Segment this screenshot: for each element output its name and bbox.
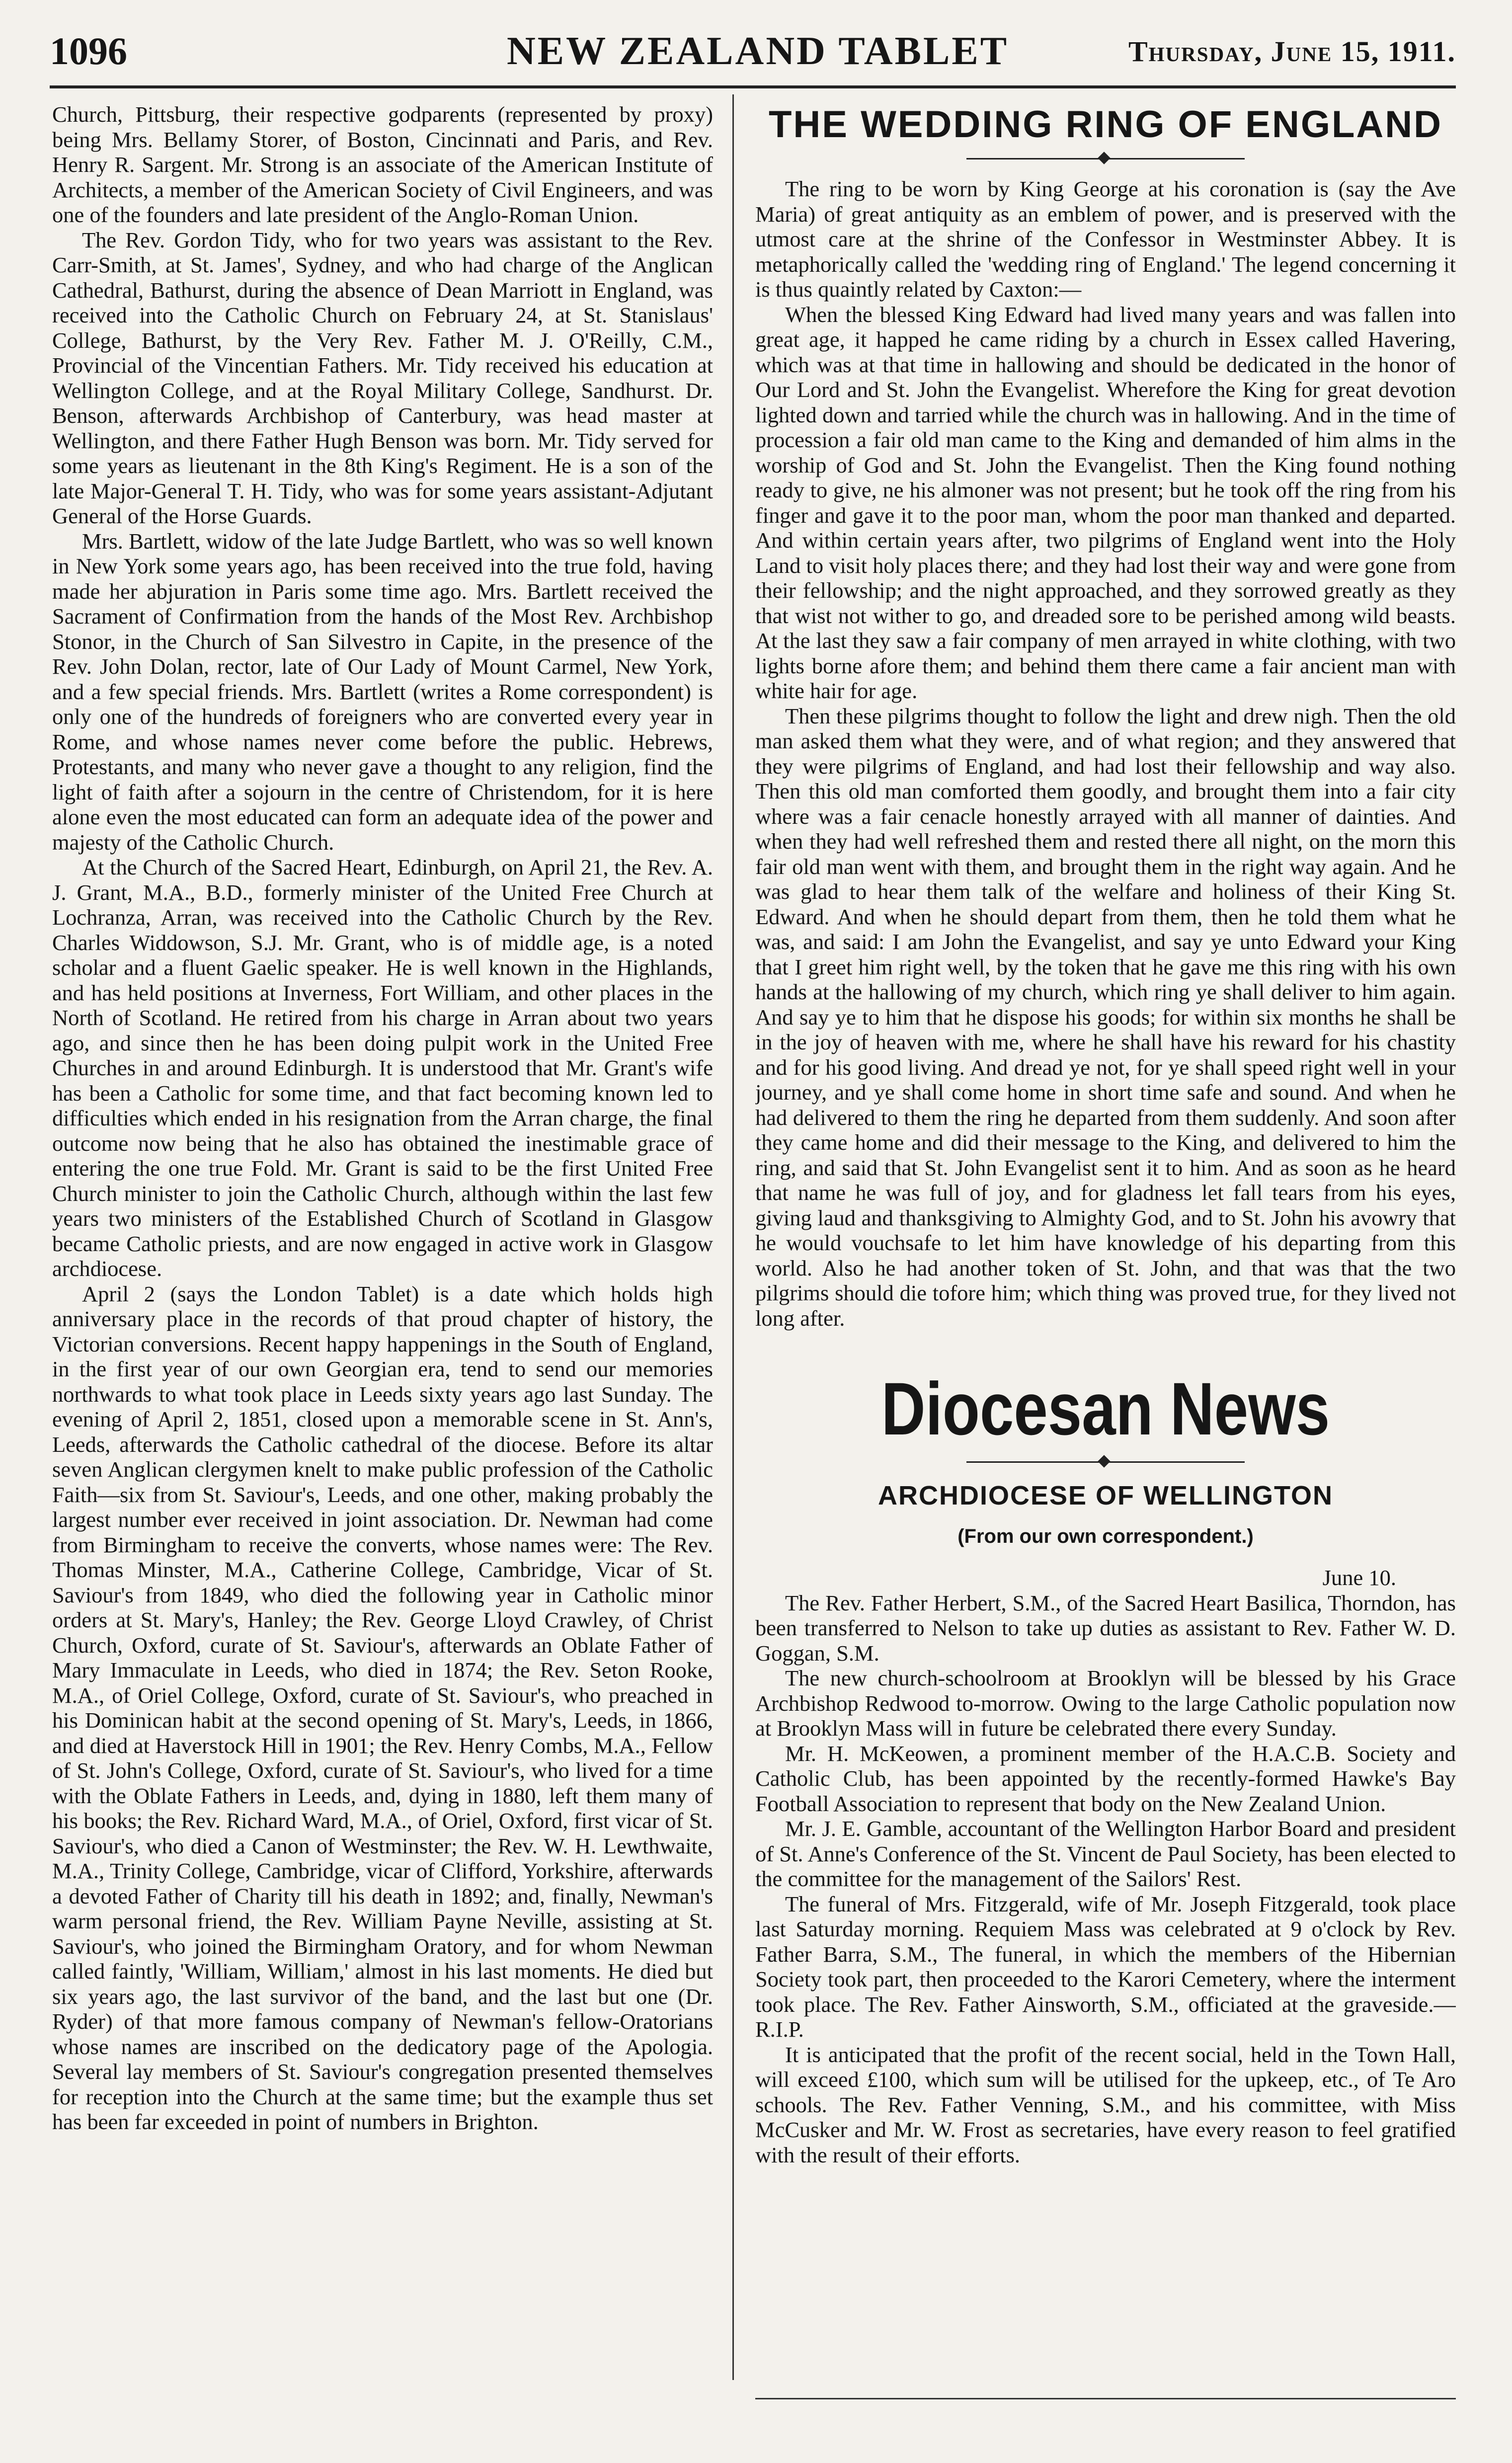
paragraph: The funeral of Mrs. Fitzgerald, wife of Mr. Joseph Fitzgerald, took place last Saturday morning. Requiem Mass was celebrated at 9 o'clock by Rev. Father Barra, S.M., The funeral, in which the members of the Hibernian Society took part, then proceeded to the Karori Cemetery, where the interment took place. The Rev. Father Ainsworth, S.M., officiated at the graveside.—R.I.P.	[755, 1891, 1456, 2042]
correspondent-note: (From our own correspondent.)	[957, 1525, 1254, 1547]
archdiocese-subheading: ARCHDIOCESE OF WELLINGTON	[877, 1481, 1333, 1510]
paragraph: April 2 (says the London Tablet) is a date which holds high anniversary place in the records of that proud chapter of history, the Victorian conversions. Recent happy happenings in the South of England, in the first year of our own Georgian era, tend to send our memories northwards to what took place in Leeds sixty years ago last Sunday. The evening of April 2, 1851, closed upon a memorable scene in St. Ann's, Leeds, afterwards the Catholic cathedral of the diocese. Before its altar seven Anglican clergymen knelt to make public profession of the Catholic Faith—six from St. Saviour's, Leeds, and one other, making probably the largest number ever received in joint association. Dr. Newman had come from Birmingham to receive the converts, whose names were: The Rev. Thomas Minster, M.A., Catherine College, Cambridge, Vicar of St. Saviour's from 1849, who died the following year in Catholic minor orders at St. Mary's, Hanley; the Rev. George Lloyd Crawley, of Christ Church, Oxford, curate of St. Saviour's, afterwards an Oblate Father of Mary Immaculate in Leeds, who died in 1874; the Rev. Seton Rooke, M.A., of Oriel College, Oxford, curate of St. Saviour's, who preached in his Dominican habit at the second opening of St. Mary's, Leeds, in 1866, and died at Haverstock Hill in 1901; the Rev. Henry Combs, M.A., Fellow of St. John's College, Oxford, curate of St. Saviour's, who lived for a time with the Oblate Fathers in Leeds, and, dying in 1880, left them many of his books; the Rev. Richard Ward, M.A., of Oriel, Oxford, first vicar of St. Saviour's, who died a Canon of Westminster; the Rev. W. H. Lewthwaite, M.A., Trinity College, Cambridge, vicar of Clifford, Yorkshire, afterwards a devoted Father of Charity till his death in 1892; and, finally, Newman's warm personal friend, the Rev. William Payne Neville, assisting at St. Saviour's, who joined the Birmingham Oratory, and for whom Newman called faintly, 'William, William,' almost in his last moments. He died but six years ago, the last survivor of the band, and the last but one (Dr. Ryder) of that more famous company of Newman's fellow-Oratorians whose names are inscribed on the dedicatory page of the Apologia. Several lay members of St. Saviour's congregation presented themselves for reception into the Church at the same time; but the example thus set has been far exceeded in point of numbers in Brighton.	[52, 1281, 713, 2134]
paragraph: Mr. J. E. Gamble, accountant of the Wellington Harbor Board and president of St. Anne's Conference of the St. Vincent de Paul Society, has been elected to the committee for the management of the Sailors' Rest.	[755, 1816, 1456, 1891]
paper-title: NEW ZEALAND TABLET	[507, 29, 1009, 73]
paragraph: Mr. H. McKeowen, a prominent member of the H.A.C.B. Society and Catholic Club, has been appointed by the recently-formed Hawke's Bay Football Association to represent that body on the New Zealand Union.	[755, 1741, 1456, 1816]
issue-date: Thursday, June 15, 1911.	[1128, 35, 1456, 68]
ornament-rule	[966, 1457, 1245, 1467]
article-title: THE WEDDING RING OF ENGLAND	[768, 103, 1443, 146]
left-column	[52, 102, 713, 2397]
paragraph: Church, Pittsburg, their respective godparents (represented by proxy) being Mrs. Bellamy Storer, of Boston, Cincinnati and Paris, and Rev. Henry R. Sargent. Mr. Strong is an associate of the American Institute of Architects, a member of the American Society of Civil Engineers, and was one of the founders and late president of the Anglo-Roman Union.	[52, 102, 713, 227]
paragraph: Then these pilgrims thought to follow the light and drew nigh. Then the old man asked them what they were, and of what region; and they answered that they were pilgrims of England, and had lost their fellowship and way also. Then this old man comforted them goodly, and brought them into a fair city where was a fair cenacle honestly arrayed with all manner of dainties. And when they had well refreshed them and rested there all night, on the morn this fair old man went with them, and brought them in the right way again. And he was glad to hear them talk of the welfare and holiness of their King St. Edward. And when he should depart from them, then he told them what he was, and said: I am John the Evangelist, and say ye unto Edward your King that I greet him right well, by the token that he gave me this ring with his own hands at the hallowing of my church, which ring ye shall deliver to him again. And say ye to him that he dispose his goods; for within six months he shall be in the joy of heaven with me, where he shall have his reward for his chastity and for his good living. And dread ye not, for ye shall speed right well in your journey, and ye shall come home in short time safe and sound. And when he had delivered to them the ring he departed from them suddenly. And soon after they came home and did their message to the King, and delivered to him the ring, and said that St. John Evangelist sent it to him. And as soon as he heard that name he was full of joy, and for gladness let fall tears from his eyes, giving laud and thanksgiving to Almighty God, and to St. John his avowry that he would vouchsafe to let him have knowledge of his departing from this world. Also he had another token of St. John, and that was that the two pilgrims should die tofore him; which thing was proved true, for they lived not long after.	[755, 703, 1456, 1331]
running-head	[50, 29, 1456, 83]
paragraph: When the blessed King Edward had lived many years and was fallen into great age, it happed he came riding by a church in Essex called Havering, which was at that time in hallowing and should be dedicated in the honor of Our Lord and St. John the Evangelist. Wherefore the King for great devotion lighted down and tarried while the church was in hallowing. And in the time of procession a fair old man came to the King and demanded of him alms in the worship of God and St. John the Evangelist. Then the King found nothing ready to give, ne his almoner was not present; but he took off the ring from his finger and gave it to the poor man, whom the poor man thanked and departed. And within certain years after, two pilgrims of England went into the Holy Land to visit holy places there; and they had lost their way and were gone from their fellowship; and the night approached, and they sorrowed greatly as they that wist not wither to go, and dreaded sore to be perished among wild beasts. At the last they saw a fair company of men arrayed in white clothing, with two lights borne afore them; and behind them there came a fair ancient man with white hair for age.	[755, 302, 1456, 703]
page-number: 1096	[50, 29, 127, 73]
right-column	[755, 102, 1456, 2397]
paragraph: At the Church of the Sacred Heart, Edinburgh, on April 21, the Rev. A. J. Grant, M.A., B.D., formerly minister of the United Free Church at Lochranza, Arran, was received into the Catholic Church by the Rev. Charles Widdowson, S.J. Mr. Grant, who is of middle age, is a noted scholar and a fluent Gaelic speaker. He is well known in the Highlands, and has held positions at Inverness, Fort William, and other places in the North of Scotland. He retired from his charge in Arran about two years ago, and since then he has been doing pulpit work in the United Free Churches in and around Edinburgh. It is understood that Mr. Grant's wife has been a Catholic for some time, and that fact becoming known led to difficulties which ended in his resignation from the Arran charge, the final outcome now being that he also has obtained the inestimable grace of entering the one true Fold. Mr. Grant is said to be the first United Free Church minister to join the Catholic Church, although within the last few years two ministers of the Established Church of Scotland in Glasgow became Catholic priests, and are now engaged in active work in Glasgow archdiocese.	[52, 855, 713, 1281]
diocesan-news-heading: Diocesan News	[881, 1367, 1330, 1450]
ornament-rule	[966, 154, 1245, 163]
dateline: June 10.	[1322, 1565, 1396, 1590]
paragraph: The Rev. Father Herbert, S.M., of the Sacred Heart Basilica, Thorndon, has been transferred to Nelson to take up duties as assistant to Rev. Father W. D. Goggan, S.M.	[755, 1590, 1456, 1666]
header-rule	[50, 85, 1456, 88]
column-rule	[732, 94, 734, 2380]
paragraph: The ring to be worn by King George at his coronation is (say the Ave Maria) of great antiquity as an emblem of power, and is preserved with the utmost care at the shrine of the Confessor in Westminster Abbey. It is metaphorically called the 'wedding ring of England.' The legend concerning it is thus quaintly related by Caxton:—	[755, 176, 1456, 302]
paragraph: The Rev. Gordon Tidy, who for two years was assistant to the Rev. Carr-Smith, at St. James', Sydney, and who had charge of the Anglican Cathedral, Bathurst, during the absence of Dean Marriott in England, was received into the Catholic Church on February 24, at St. Stanislaus' College, Bathurst, by the Very Rev. Father M. J. O'Reilly, C.M., Provincial of the Vincentian Fathers. Mr. Tidy received his education at Wellington College, and at the Royal Military College, Sandhurst. Dr. Benson, afterwards Archbishop of Canterbury, was head master at Wellington, and there Father Hugh Benson was born. Mr. Tidy served for some years as lieutenant in the 8th King's Regiment. He is a son of the late Major-General T. H. Tidy, who was for some years assistant-Adjutant General of the Horse Guards.	[52, 227, 713, 528]
paragraph: Mrs. Bartlett, widow of the late Judge Bartlett, who was so well known in New York some years ago, has been received into the true fold, having made her abjuration in Paris some time ago. Mrs. Bartlett received the Sacrament of Confirmation from the hands of the Most Rev. Archbishop Stonor, in the Church of San Silvestro in Capite, in the presence of the Rev. John Dolan, rector, late of Our Lady of Mount Carmel, New York, and a few special friends. Mrs. Bartlett (writes a Rome correspondent) is only one of the hundreds of foreigners who are converted every year in Rome, and whose names never come before the public. Hebrews, Protestants, and many who never gave a thought to any religion, find the light of faith after a sojourn in the centre of Christendom, for it is here alone even the most educated can form an adequate idea of the power and majesty of the Catholic Church.	[52, 528, 713, 855]
paragraph: The new church-schoolroom at Brooklyn will be blessed by his Grace Archbishop Redwood to-morrow. Owing to the large Catholic population now at Brooklyn Mass will in future be celebrated there every Sunday.	[755, 1666, 1456, 1741]
paragraph: It is anticipated that the profit of the recent social, held in the Town Hall, will exceed £100, which sum will be utilised for the upkeep, etc., of Te Aro schools. The Rev. Father Venning, S.M., and his committee, with Miss McCusker and Mr. W. Frost as secretaries, have every reason to feel gratified with the result of their efforts.	[755, 2042, 1456, 2167]
bottom-rule	[755, 2398, 1456, 2399]
